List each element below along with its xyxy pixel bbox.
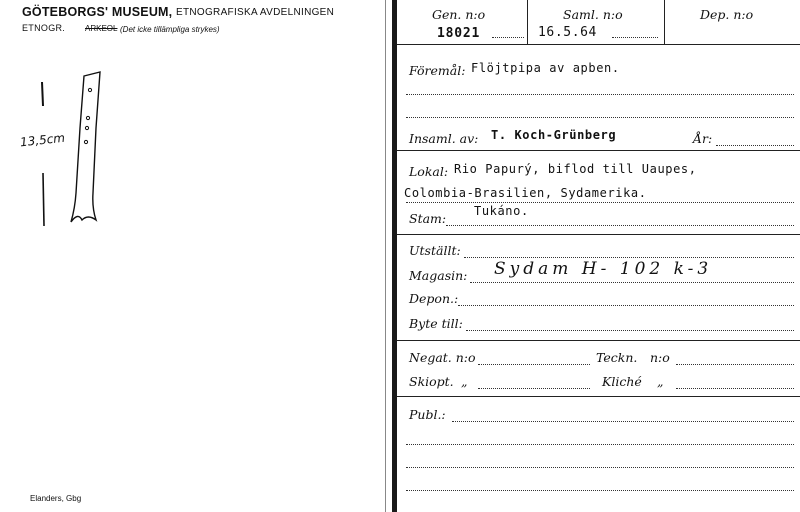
gen-no-value: 18021 [437, 26, 481, 41]
negat-dotted [478, 364, 590, 365]
stam-label: Stam: [409, 211, 447, 226]
museum-name: GÖTEBORGS' MUSEUM, [22, 5, 173, 19]
skiopt-dotted [478, 388, 590, 389]
teckn-no-label: n:o [650, 350, 670, 365]
negat-label: Negat. n:o [409, 350, 476, 365]
utstallt-dotted [464, 257, 794, 258]
department-name: ETNOGRAFISKA AVDELNINGEN [176, 7, 335, 18]
depon-label: Depon.: [409, 291, 459, 306]
kliche-label: Kliché [602, 374, 642, 389]
printer-imprint: Elanders, Gbg [30, 494, 82, 503]
lokal-dotted-2 [406, 202, 794, 203]
section-rule [397, 234, 800, 235]
lokal-label: Lokal: [409, 164, 449, 179]
section-rule [397, 340, 800, 341]
teckn-label: Teckn. [596, 350, 638, 365]
publ-dotted-4 [406, 490, 794, 491]
card-divider [392, 0, 397, 512]
sketch-measurement: 13,5cm [19, 130, 66, 150]
utstallt-label: Utställt: [409, 243, 461, 258]
ditto-mark: „ [461, 374, 468, 389]
section-rule [397, 396, 800, 397]
ar-dotted [716, 145, 794, 146]
foremal-value: Flöjtpipa av apben. [471, 61, 620, 75]
arkeol-label: ARKEOL [85, 24, 118, 33]
header-separator [527, 0, 528, 44]
dep-no-label: Dep. n:o [700, 7, 754, 22]
publ-dotted-1 [452, 421, 794, 422]
depon-dotted [458, 305, 794, 306]
publ-dotted-3 [406, 467, 794, 468]
lokal-value-line1: Rio Papurý, biflod till Uaupes, [454, 162, 697, 176]
stam-value: Tukáno. [474, 204, 529, 218]
ar-label: År: [693, 131, 713, 146]
teckn-dotted [676, 364, 794, 365]
publ-label: Publ.: [409, 407, 446, 422]
lokal-value-line2: Colombia-Brasilien, Sydamerika. [404, 186, 647, 200]
stam-dotted [446, 225, 794, 226]
insaml-value: T. Koch-Grünberg [491, 128, 617, 142]
foremal-dotted-3 [406, 117, 794, 118]
ditto-mark: „ [657, 374, 664, 389]
foremal-dotted-2 [406, 94, 794, 95]
magasin-label: Magasin: [409, 268, 468, 283]
gen-no-dotted [492, 37, 524, 38]
card-edge [385, 0, 386, 512]
saml-no-value: 16.5.64 [538, 25, 597, 40]
strike-note: (Det icke tillämpliga strykes) [120, 25, 220, 34]
magasin-value: Sydam H- 102 k-3 [494, 259, 713, 279]
header-separator [664, 0, 665, 44]
insaml-label: Insaml. av: [409, 131, 479, 146]
publ-dotted-2 [406, 444, 794, 445]
foremal-label: Föremål: [409, 63, 466, 78]
flute-sketch [30, 68, 110, 236]
header-rule [397, 44, 800, 45]
byte-dotted [466, 330, 794, 331]
kliche-dotted [676, 388, 794, 389]
byte-label: Byte till: [409, 316, 463, 331]
saml-no-label: Saml. n:o [563, 7, 623, 22]
etnogr-label: ETNOGR. [22, 23, 66, 33]
skiopt-label: Skiopt. [409, 374, 454, 389]
gen-no-label: Gen. n:o [432, 7, 486, 22]
saml-no-dotted [612, 37, 658, 38]
magasin-dotted [470, 282, 794, 283]
section-rule [397, 150, 800, 151]
